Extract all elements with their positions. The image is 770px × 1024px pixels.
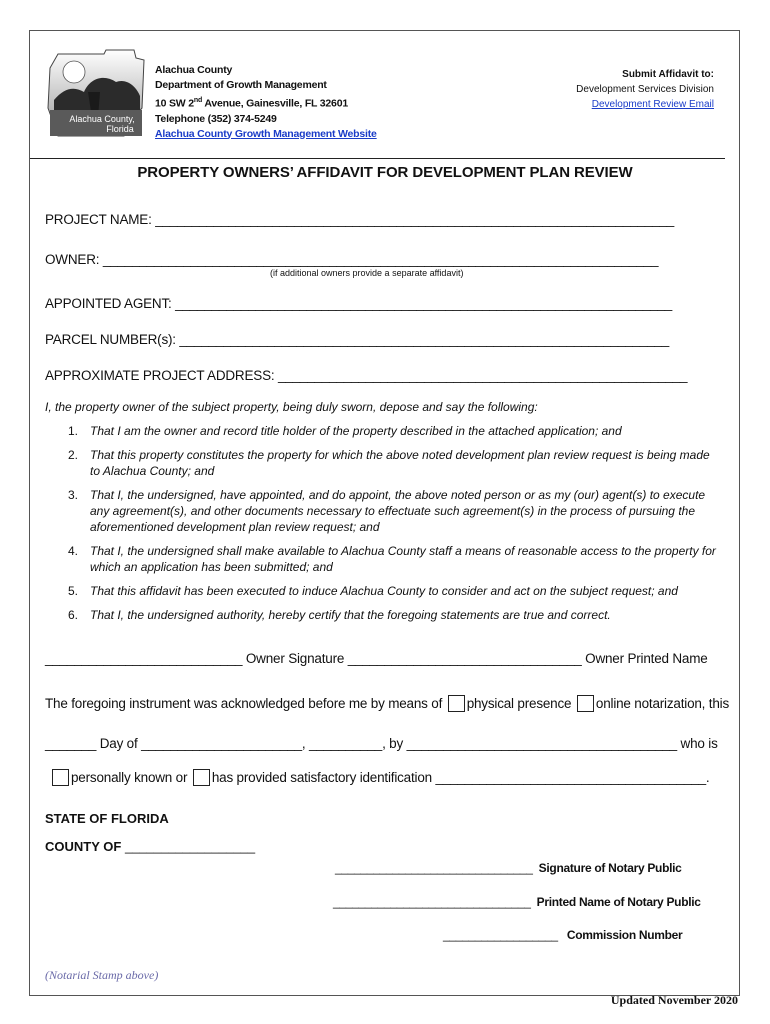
list-item: [68, 607, 723, 623]
comma: ,: [301, 736, 309, 751]
list-item: [68, 423, 723, 439]
page-title: PROPERTY OWNERS’ AFFIDAVIT FOR DEVELOPMENT PLAN REVIEW: [137, 164, 633, 181]
commission-number-line: [443, 928, 682, 942]
address-main: 10 SW 2: [155, 97, 194, 110]
statement-list: [68, 423, 723, 631]
identification-blank[interactable]: _____________________________________.: [435, 770, 710, 785]
notary-signature-blank[interactable]: _______________________________: [335, 861, 533, 875]
county-of-label: COUNTY OF: [45, 839, 122, 854]
county-blank[interactable]: __________________: [124, 839, 256, 854]
day-blank[interactable]: _______: [45, 736, 97, 751]
owner-field[interactable]: OWNER: ____________________________________________________________________________: [45, 252, 659, 267]
growth-management-website-link[interactable]: Alachua County Growth Management Website: [155, 127, 377, 140]
item-text: That I am the owner and record title holder of the property described in the attached application; and: [90, 424, 622, 438]
list-item: [68, 543, 723, 575]
county-name: Alachua County: [155, 64, 233, 76]
notarial-stamp-note: (Notarial Stamp above): [45, 968, 159, 982]
notary-signature-line: [335, 861, 682, 875]
item-number: 3.: [68, 488, 79, 502]
notary-signature-label: Signature of Notary Public: [538, 861, 682, 875]
owner-printed-name-blank[interactable]: ________________________________: [347, 651, 582, 666]
provided-id-checkbox[interactable]: [193, 769, 210, 786]
item-number: 6.: [68, 608, 79, 622]
item-text: That I, the undersigned authority, hereby certify that the foregoing statements are true and correct.: [90, 608, 611, 622]
header-left: [155, 63, 377, 142]
physical-presence-checkbox[interactable]: [448, 695, 465, 712]
commission-label: Commission Number: [566, 928, 683, 942]
physical-presence-label: physical presence: [466, 696, 575, 711]
item-text: That I, the undersigned, have appointed, and do appoint, the above noted person or as my (our) agent(s) to execute any agreement(s), and other documents necessary to effectuate such agreement(s) in the process of pursuing the aforementioned development plan review request; and: [90, 488, 706, 534]
notary-printed-line: [333, 895, 701, 909]
department-name: Department of Growth Management: [155, 79, 327, 91]
parcel-number-field[interactable]: PARCEL NUMBER(s): ___________________________________________________________________: [45, 332, 670, 347]
item-number: 1.: [68, 424, 79, 438]
month-blank[interactable]: ______________________: [141, 736, 302, 751]
personally-known-label: personally known or: [71, 770, 191, 785]
project-address-field[interactable]: APPROXIMATE PROJECT ADDRESS: ________________________________________________________: [45, 368, 688, 383]
list-item: [68, 447, 723, 479]
logo-text-line1: Alachua County,: [69, 114, 135, 124]
item-number: 2.: [68, 448, 79, 462]
notary-printed-blank[interactable]: _______________________________: [333, 895, 531, 909]
by-label: , by: [382, 736, 407, 751]
item-text: That this affidavit has been executed to induce Alachua County to consider and act on the subject request; and: [90, 584, 678, 598]
online-notarization-checkbox[interactable]: [577, 695, 594, 712]
affidavit-intro: I, the property owner of the subject property, being duly sworn, depose and say the following:: [45, 400, 538, 414]
header-right: [576, 67, 714, 112]
ack-prefix: The foregoing instrument was acknowledged before me by means of: [45, 696, 446, 711]
who-is-label: who is: [677, 736, 718, 751]
owner-signature-blank[interactable]: ___________________________: [45, 651, 243, 666]
item-number: 5.: [68, 584, 79, 598]
name-blank[interactable]: _____________________________________: [406, 736, 677, 751]
day-line: [45, 736, 718, 751]
county-of-line: [45, 839, 255, 854]
telephone: Telephone (352) 374-5249: [155, 112, 277, 125]
state-of-florida: STATE OF FLORIDA: [45, 811, 169, 826]
list-item: [68, 583, 723, 599]
address-rest: Avenue, Gainesville, FL 32601: [202, 97, 348, 110]
identification-line: [50, 769, 709, 786]
owner-signature-line: [45, 651, 708, 666]
provided-id-label: has provided satisfactory identification: [211, 770, 436, 785]
personally-known-checkbox[interactable]: [52, 769, 69, 786]
development-review-email-link[interactable]: Development Review Email: [591, 99, 714, 110]
division-name: Development Services Division: [576, 84, 714, 95]
project-name-field[interactable]: PROJECT NAME: _______________________________________________________________________: [45, 212, 675, 227]
item-text: That I, the undersigned shall make available to Alachua County staff a means of reasonable access to the property for which an application has been submitted; and: [90, 544, 716, 574]
year-blank[interactable]: __________: [308, 736, 383, 751]
item-number: 4.: [68, 544, 79, 558]
owner-signature-label: Owner Signature: [242, 651, 348, 666]
online-notarization-label: online notarization, this: [595, 696, 729, 711]
header-rule: [30, 158, 725, 159]
acknowledgement-line: [45, 695, 729, 712]
list-item: [68, 487, 723, 535]
commission-blank[interactable]: __________________: [443, 928, 558, 942]
item-text: That this property constitutes the property for which the above noted development plan review request is being made to Alachua County; and: [90, 448, 710, 478]
owner-printed-name-label: Owner Printed Name: [581, 651, 708, 666]
address-sup: nd: [193, 97, 203, 104]
address: [155, 93, 377, 112]
submit-label: Submit Affidavit to:: [622, 69, 714, 80]
day-of-label: Day of: [96, 736, 142, 751]
updated-date: Updated November 2020: [610, 993, 738, 1007]
alachua-county-logo: [44, 48, 148, 140]
owner-note: (if additional owners provide a separate affidavit): [270, 268, 464, 278]
appointed-agent-field[interactable]: APPOINTED AGENT: ____________________________________________________________________: [45, 296, 673, 311]
notary-printed-label: Printed Name of Notary Public: [536, 895, 701, 909]
logo-text-line2: Florida: [106, 124, 134, 134]
